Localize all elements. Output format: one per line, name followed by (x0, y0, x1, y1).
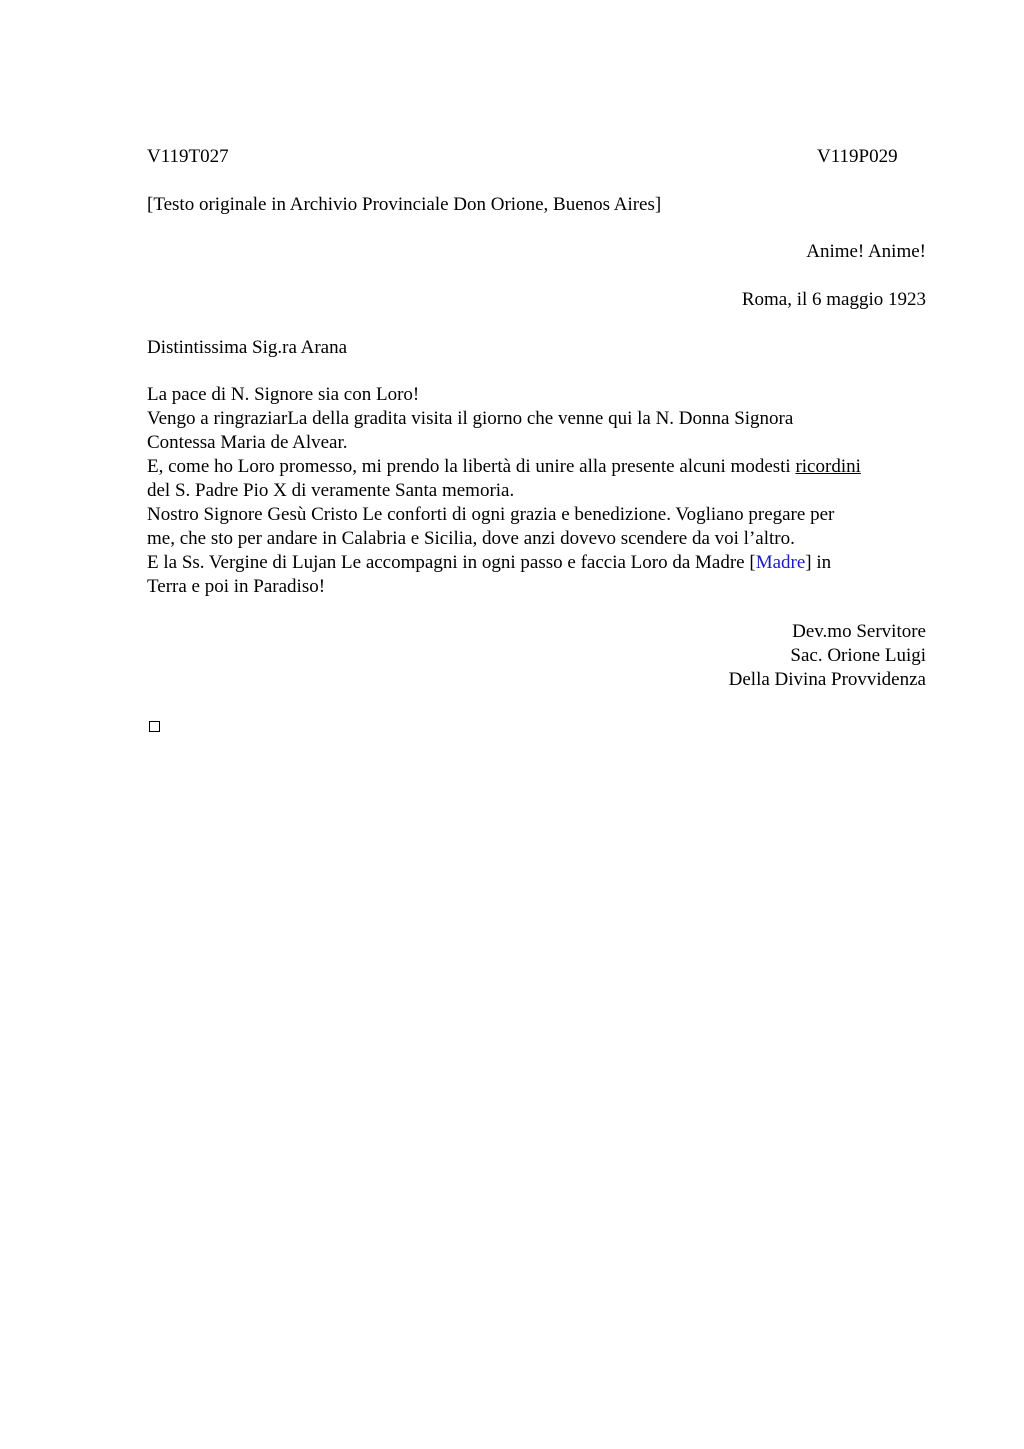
body-line-text: E la Ss. Vergine di Lujan Le accompagni in ogni passo e faccia Loro da Madre [ (147, 552, 756, 573)
underlined-word: ricordini (795, 456, 861, 477)
place-date: Roma, il 6 maggio 1923 (741, 289, 926, 310)
checkbox-icon (149, 721, 160, 732)
body-line: me, che sto per andare in Calabria e Sicilia, dove anzi dovevo scendere da voi l’altro. (147, 528, 795, 549)
body-line: Nostro Signore Gesù Cristo Le conforti di ogni grazia e benedizione. Vogliano pregare per (147, 504, 835, 525)
letter-body (147, 383, 932, 599)
body-line: Vengo a ringraziarLa della gradita visita il giorno che venne qui la N. Donna Signora (147, 408, 794, 429)
salutation: Distintissima Sig.ra Arana (147, 337, 348, 358)
body-line: Contessa Maria de Alvear. (147, 432, 348, 453)
body-line-text: E, come ho Loro promesso, mi prendo la libertà di unire alla presente alcuni modesti (147, 456, 796, 477)
motto: Anime! Anime! (806, 241, 926, 262)
signature-congregation: Della Divina Provvidenza (728, 669, 926, 690)
body-line: La pace di N. Signore sia con Loro! (147, 384, 420, 405)
body-line (147, 551, 932, 575)
source-note: [Testo originale in Archivio Provinciale Don Orione, Buenos Aires] (147, 194, 662, 215)
editorial-insert: Madre (755, 552, 806, 573)
body-line (147, 455, 932, 479)
body-line: del S. Padre Pio X di veramente Santa memoria. (147, 480, 515, 501)
signature-closing: Dev.mo Servitore (792, 621, 926, 642)
body-line: Terra e poi in Paradiso! (147, 576, 326, 597)
body-line-text: ] in (805, 552, 832, 573)
signature-name: Sac. Orione Luigi (790, 645, 926, 666)
document-code-right: V119P029 (817, 146, 898, 167)
document-code-left: V119T027 (147, 146, 229, 167)
